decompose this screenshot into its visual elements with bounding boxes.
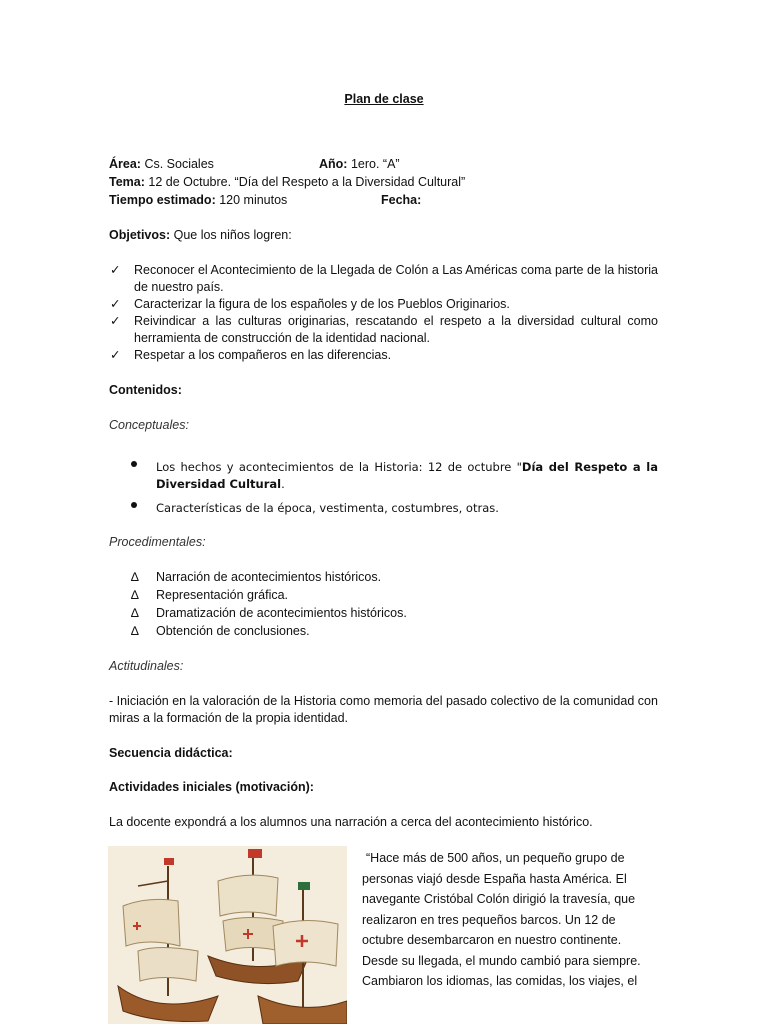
narration-line: octubre desembarcaron en nuestro continente.	[362, 933, 622, 947]
anio-value: 1ero. “A”	[347, 157, 400, 171]
actitudinales-heading: Actitudinales:	[109, 659, 184, 673]
procedimental-text: Narración de acontecimientos históricos.	[156, 570, 382, 584]
area-line	[109, 157, 214, 171]
objetivo-item	[110, 313, 658, 347]
tema-label: Tema:	[109, 175, 145, 189]
area-value: Cs. Sociales	[140, 157, 214, 171]
conceptual-item	[156, 500, 658, 517]
fecha-label: Fecha:	[381, 193, 422, 207]
objetivo-text: Caracterizar la figura de los españoles y de los Pueblos Originarios.	[134, 297, 510, 311]
contenidos-heading: Contenidos:	[109, 383, 182, 397]
objetivo-item	[110, 296, 658, 313]
conceptual-text: Los hechos y acontecimientos de la Historia: 12 de octubre "	[156, 460, 522, 474]
area-label: Área:	[109, 157, 141, 171]
docente-text: La docente expondrá a los alumnos una narración a cerca del acontecimiento histórico.	[109, 815, 593, 829]
conceptual-bold-text: Día del Respeto a la Diversidad Cultural	[156, 460, 658, 491]
ships-icon	[108, 846, 347, 1024]
narration-line: Desde su llegada, el mundo cambió para siempre.	[362, 953, 641, 968]
objetivo-text: Respetar a los compañeros en las diferencias.	[134, 348, 392, 362]
procedimental-item	[131, 570, 382, 584]
actividades-heading: Actividades iniciales (motivación):	[109, 780, 314, 794]
secuencia-heading: Secuencia didáctica:	[109, 746, 233, 760]
actitudinales-text: - Iniciación en la valoración de la Historia como memoria del pasado colectivo de la comunidad con miras a la formación de la propia identidad.	[109, 694, 658, 725]
tiempo-label: Tiempo estimado:	[109, 193, 216, 207]
check-icon: ✓	[110, 314, 121, 328]
tema-line	[109, 175, 465, 189]
anio-label: Año:	[319, 157, 348, 171]
objetivo-text: Reivindicar a las culturas originarias, rescatando el respeto a la diversidad cultural como herramienta de construcción de la identidad nacional.	[134, 314, 658, 345]
caravels-illustration	[108, 846, 347, 1024]
objetivo-text: Reconocer el Acontecimiento de la Llegada de Colón a Las Américas coma parte de la historia de nuestro país.	[134, 263, 658, 294]
check-icon: ✓	[110, 263, 121, 277]
narration-paragraph	[362, 848, 662, 992]
page-title: Plan de clase	[344, 92, 424, 106]
tiempo-value: 120 minutos	[215, 193, 288, 207]
procedimentales-heading: Procedimentales:	[109, 535, 206, 549]
procedimental-text: Representación gráfica.	[156, 588, 289, 602]
objetivos-intro: Que los niños logren:	[170, 228, 292, 242]
procedimental-item	[131, 606, 407, 620]
triangle-icon: ∆	[131, 570, 139, 584]
bullet-icon	[131, 502, 137, 508]
objetivo-item	[110, 262, 658, 296]
conceptual-end: .	[281, 477, 285, 491]
conceptual-item	[156, 459, 658, 493]
triangle-icon: ∆	[131, 624, 139, 638]
procedimental-text: Dramatización de acontecimientos históricos.	[156, 606, 407, 620]
narration-line: navegante Cristóbal Colón dirigió la travesía, que	[362, 892, 636, 906]
narration-line: Cambiaron los idiomas, las comidas, los viajes, el	[362, 974, 638, 988]
tema-value: 12 de Octubre. “Día del Respeto a la Diversidad Cultural”	[144, 175, 466, 189]
objetivos-heading	[109, 228, 292, 242]
procedimental-item	[131, 624, 310, 638]
procedimental-text: Obtención de conclusiones.	[156, 624, 310, 638]
tiempo-line	[109, 193, 287, 207]
objetivo-item	[110, 347, 658, 364]
narration-line: realizaron en tres pequeños barcos. Un 12 de	[362, 912, 616, 927]
triangle-icon: ∆	[131, 588, 139, 602]
narration-line: “Hace más de 500 años, un pequeño grupo de	[366, 851, 625, 865]
check-icon: ✓	[110, 297, 121, 311]
check-icon: ✓	[110, 348, 121, 362]
conceptuales-heading: Conceptuales:	[109, 418, 189, 432]
narration-line: personas viajó desde España hasta América. El	[362, 871, 627, 886]
objetivos-label: Objetivos:	[109, 228, 171, 242]
conceptual-text: Características de la época, vestimenta, costumbres, otras.	[156, 501, 499, 515]
bullet-icon	[131, 461, 137, 467]
procedimental-item	[131, 588, 289, 602]
triangle-icon: ∆	[131, 606, 139, 620]
anio-line	[319, 157, 400, 171]
